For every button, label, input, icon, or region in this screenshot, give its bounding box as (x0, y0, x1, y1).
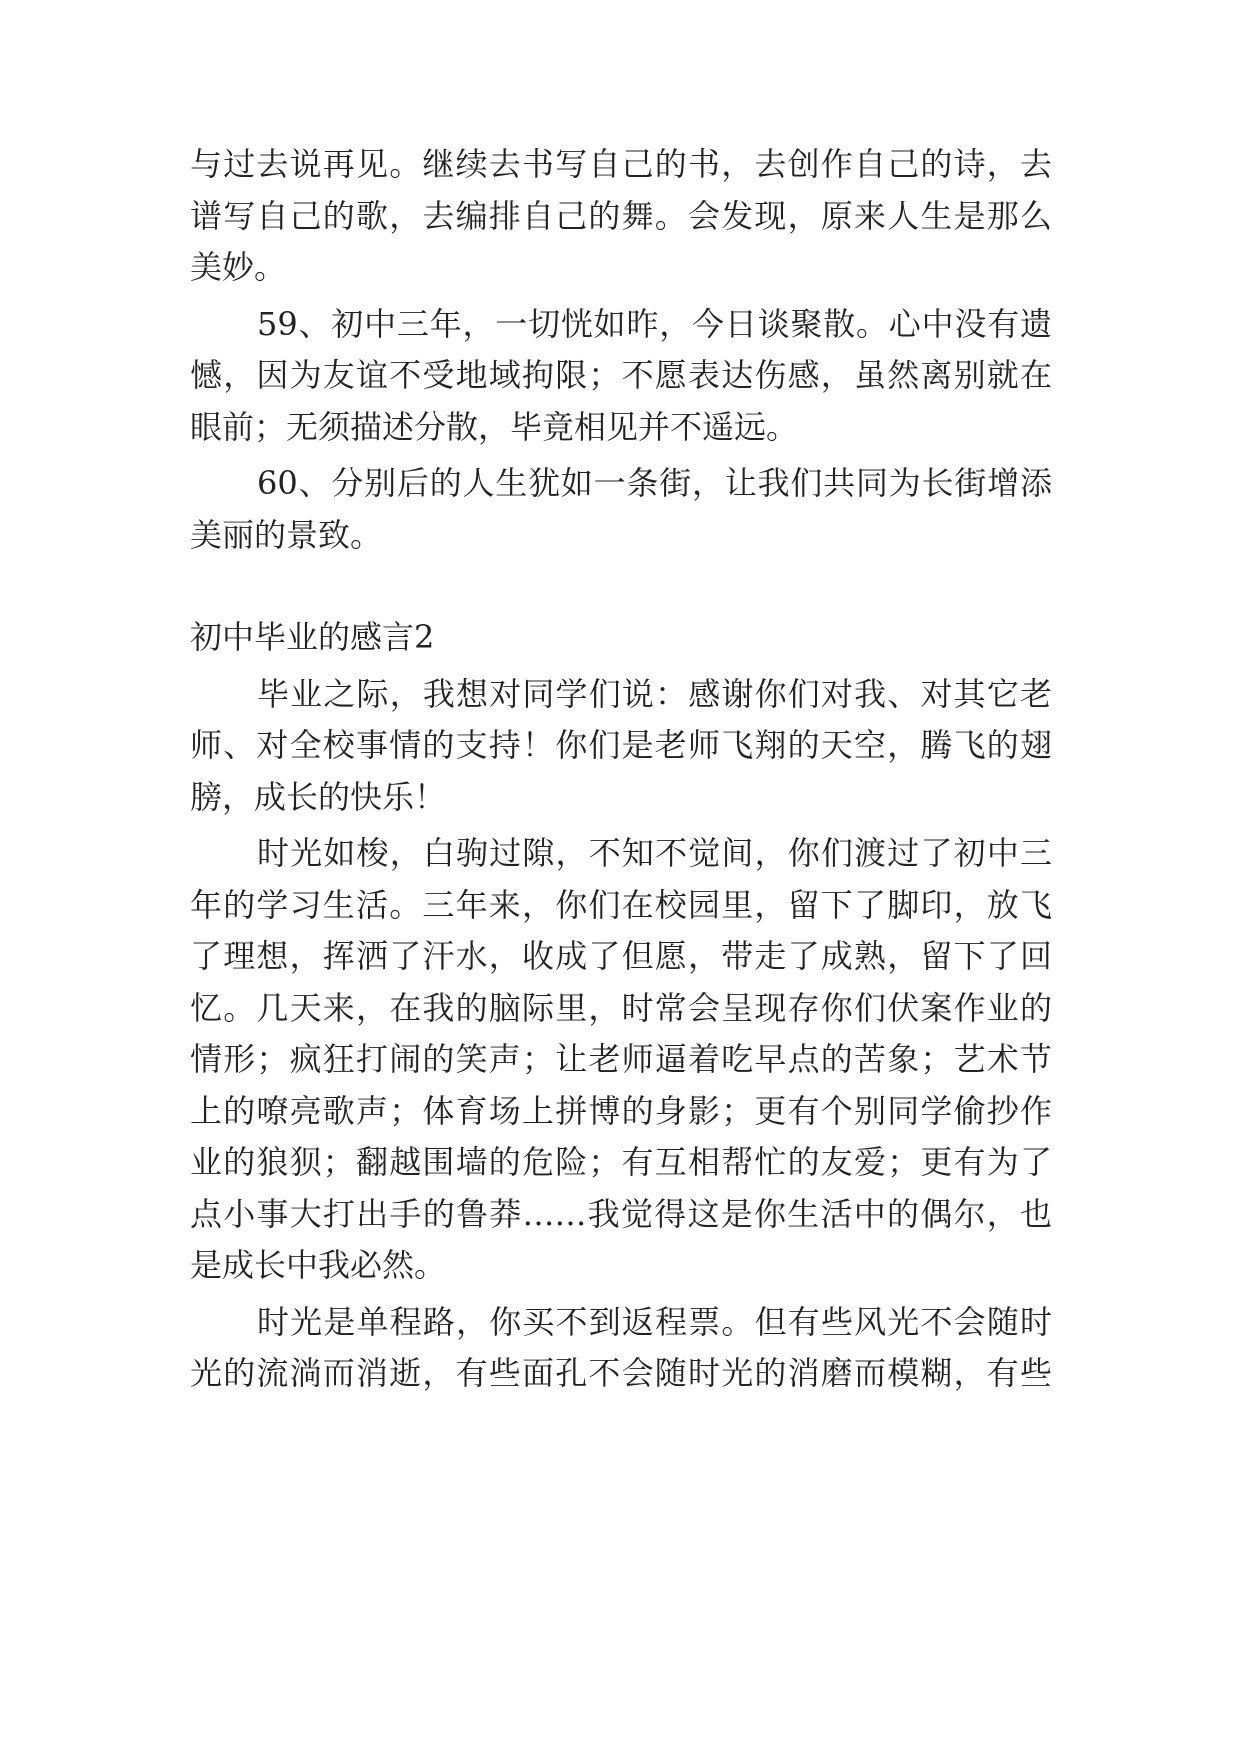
text-line: 60、分别后的人生犹如一条街，让我们共同为长街增添 (257, 464, 1052, 502)
text-line: 情形；疯狂打闹的笑声；让老师逼着吃早点的苦象；艺术节 (190, 1040, 1052, 1078)
text-line: 憾，因为友谊不受地域拘限；不愿表达伤感，虽然离别就在 (190, 356, 1052, 394)
paragraph (190, 1297, 1052, 1400)
section-heading: 初中毕业的感言2 (190, 618, 435, 656)
text-line: 美妙。 (190, 248, 287, 286)
text-line: 膀，成长的快乐！ (190, 777, 447, 816)
text-line: 眼前；无须描述分散，毕竟相见并不遥远。 (190, 407, 799, 446)
paragraph (190, 669, 1052, 824)
text-line: 毕业之际，我想对同学们说：感谢你们对我、对其它老 (257, 674, 1052, 713)
text-line: 点小事大打出手的鲁莽……我觉得这是你生活中的偶尔，也 (190, 1194, 1052, 1233)
text-line: 年的学习生活。三年来，你们在校园里，留下了脚印，放飞 (190, 885, 1052, 924)
paragraph (190, 299, 1052, 454)
text-line: 与过去说再见。继续去书写自己的书，去创作自己的诗，去 (190, 145, 1052, 183)
text-line: 业的狼狈；翻越围墙的危险；有互相帮忙的友爱；更有为了 (190, 1143, 1052, 1181)
text-line: 上的嘹亮歌声；体育场上拼博的身影；更有个别同学偷抄作 (190, 1091, 1052, 1130)
paragraph (190, 828, 1052, 1292)
text-line: 光的流淌而消逝，有些面孔不会随时光的消磨而模糊，有些 (190, 1354, 1052, 1392)
text-line: 59、初中三年，一切恍如昨，今日谈聚散。心中没有遗 (257, 304, 1052, 343)
document-page (190, 139, 1052, 1405)
paragraph (190, 458, 1052, 561)
paragraph (190, 139, 1052, 294)
text-line: 美丽的景致。 (190, 515, 383, 554)
text-line: 时光如梭，白驹过隙，不知不觉间，你们渡过了初中三 (257, 834, 1052, 872)
text-line: 忆。几天来，在我的脑际里，时常会呈现存你们伏案作业的 (190, 988, 1052, 1027)
text-line: 谱写自己的歌，去编排自己的舞。会发现，原来人生是那么 (190, 196, 1052, 235)
text-line: 了理想，挥洒了汗水，收成了但愿，带走了成熟，留下了回 (190, 937, 1052, 975)
text-line: 师、对全校事情的支持！你们是老师飞翔的天空，腾飞的翅 (190, 726, 1052, 764)
text-line: 是成长中我必然。 (190, 1246, 447, 1284)
text-line: 时光是单程路，你买不到返程票。但有些风光不会随时 (257, 1302, 1052, 1341)
